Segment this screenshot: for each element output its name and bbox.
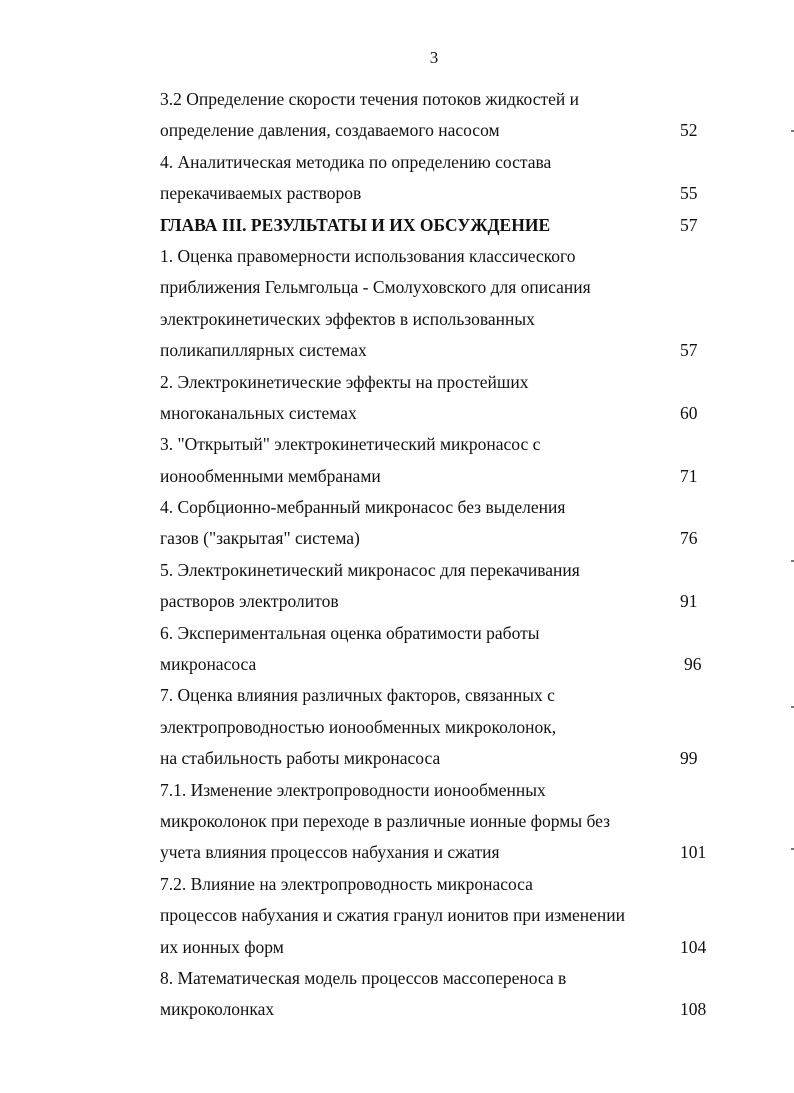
- toc-entry-text: 7. Оценка влияния различных факторов, связанных с: [160, 685, 555, 706]
- toc-entry-text: многоканальных системах: [160, 402, 357, 423]
- toc-page-number: 52: [680, 120, 698, 141]
- toc-entry-line: [160, 869, 720, 900]
- table-of-contents: [160, 84, 720, 1026]
- toc-entry-line: [160, 147, 720, 178]
- toc-entry-line: [160, 900, 720, 931]
- toc-entry-line: [160, 555, 720, 586]
- toc-page-number: 76: [680, 528, 698, 549]
- toc-entry-text: 7.1. Изменение электропроводности ионообменных: [160, 779, 546, 800]
- toc-entry-text: электрокинетических эффектов в использованных: [160, 308, 535, 329]
- toc-entry-line: [160, 335, 720, 366]
- toc-page-number: 99: [680, 748, 698, 769]
- toc-entry-text: микроколонках: [160, 999, 275, 1020]
- toc-entry-line: [160, 649, 720, 680]
- toc-entry-line: [160, 272, 720, 303]
- toc-entry-text: 4. Аналитическая методика по определению состава: [160, 151, 552, 172]
- toc-entry-text: 6. Экспериментальная оценка обратимости работы: [160, 622, 540, 643]
- toc-page-number: 108: [680, 999, 707, 1020]
- toc-entry-line: [160, 461, 720, 492]
- toc-page-number: 96: [684, 654, 702, 675]
- toc-entry-text: 1. Оценка правомерности использования классического: [160, 245, 576, 266]
- toc-page-number: 55: [680, 183, 698, 204]
- toc-entry-line: [160, 84, 720, 115]
- toc-page-number: 60: [680, 402, 698, 423]
- toc-entry-line: [160, 586, 720, 617]
- toc-page-number: 104: [680, 936, 707, 957]
- toc-entry-line: [160, 618, 720, 649]
- toc-entry-line: [160, 429, 720, 460]
- toc-entry-text: определение давления, создаваемого насосом: [160, 120, 500, 141]
- toc-entry-line: [160, 963, 720, 994]
- toc-entry-line: [160, 680, 720, 711]
- toc-entry-text: 3. "Открытый" электрокинетический микронасос с: [160, 434, 541, 455]
- toc-entry-text: поликапиллярных системах: [160, 340, 367, 361]
- toc-entry-line: [160, 178, 720, 209]
- toc-page-number: 57: [680, 214, 698, 235]
- toc-entry-text: растворов электролитов: [160, 591, 339, 612]
- toc-entry-text: электропроводностью ионообменных микроколонок,: [160, 716, 557, 737]
- toc-entry-text: 8. Математическая модель процессов массопереноса в: [160, 967, 567, 988]
- toc-entry-line: [160, 398, 720, 429]
- toc-entry-text: 2. Электрокинетические эффекты на простейших: [160, 371, 529, 392]
- toc-entry-line: [160, 523, 720, 554]
- toc-entry-text: перекачиваемых растворов: [160, 183, 362, 204]
- page-number: 3: [429, 48, 439, 67]
- toc-entry-line: [160, 743, 720, 774]
- toc-entry-text: на стабильность работы микронасоса: [160, 748, 441, 769]
- toc-entry-text: ионообменными мембранами: [160, 465, 381, 486]
- toc-entry-text: процессов набухания и сжатия гранул ионитов при изменении: [160, 905, 626, 926]
- toc-entry-text: учета влияния процессов набухания и сжатия: [160, 842, 500, 863]
- toc-entry-line: [160, 367, 720, 398]
- toc-entry-text: микронасоса: [160, 654, 257, 675]
- toc-entry-line: [160, 115, 720, 146]
- toc-entry-text: 3.2 Определение скорости течения потоков жидкостей и: [160, 89, 580, 109]
- toc-entry-text: их ионных форм: [160, 936, 284, 957]
- toc-page-number: 71: [680, 465, 698, 486]
- toc-entry-line: [160, 241, 720, 272]
- toc-page-number: 57: [680, 340, 698, 361]
- toc-entry-line: [160, 837, 720, 868]
- toc-entry-line: [160, 994, 720, 1025]
- toc-entry-text: приближения Гельмгольца - Смолуховского для описания: [160, 277, 591, 298]
- toc-entry-line: [160, 712, 720, 743]
- toc-entry-text: микроколонок при переходе в различные ионные формы без: [160, 810, 611, 831]
- toc-entry-line: [160, 492, 720, 523]
- toc-entry-line: [160, 304, 720, 335]
- toc-entry-text: 7.2. Влияние на электропроводность микронасоса: [160, 873, 533, 894]
- toc-entry-text: 4. Сорбционно-мебранный микронасос без выделения: [160, 497, 566, 518]
- toc-heading: [160, 210, 720, 241]
- toc-entry-line: [160, 932, 720, 963]
- toc-entry-text: ГЛАВА III. РЕЗУЛЬТАТЫ И ИХ ОБСУЖДЕНИЕ: [160, 214, 551, 235]
- toc-entry-text: 5. Электрокинетический микронасос для перекачивания: [160, 559, 580, 580]
- toc-page-number: 101: [680, 842, 707, 863]
- toc-entry-text: газов ("закрытая" система): [160, 528, 360, 549]
- toc-entry-line: [160, 775, 720, 806]
- toc-entry-line: [160, 806, 720, 837]
- toc-page-number: 91: [680, 591, 698, 612]
